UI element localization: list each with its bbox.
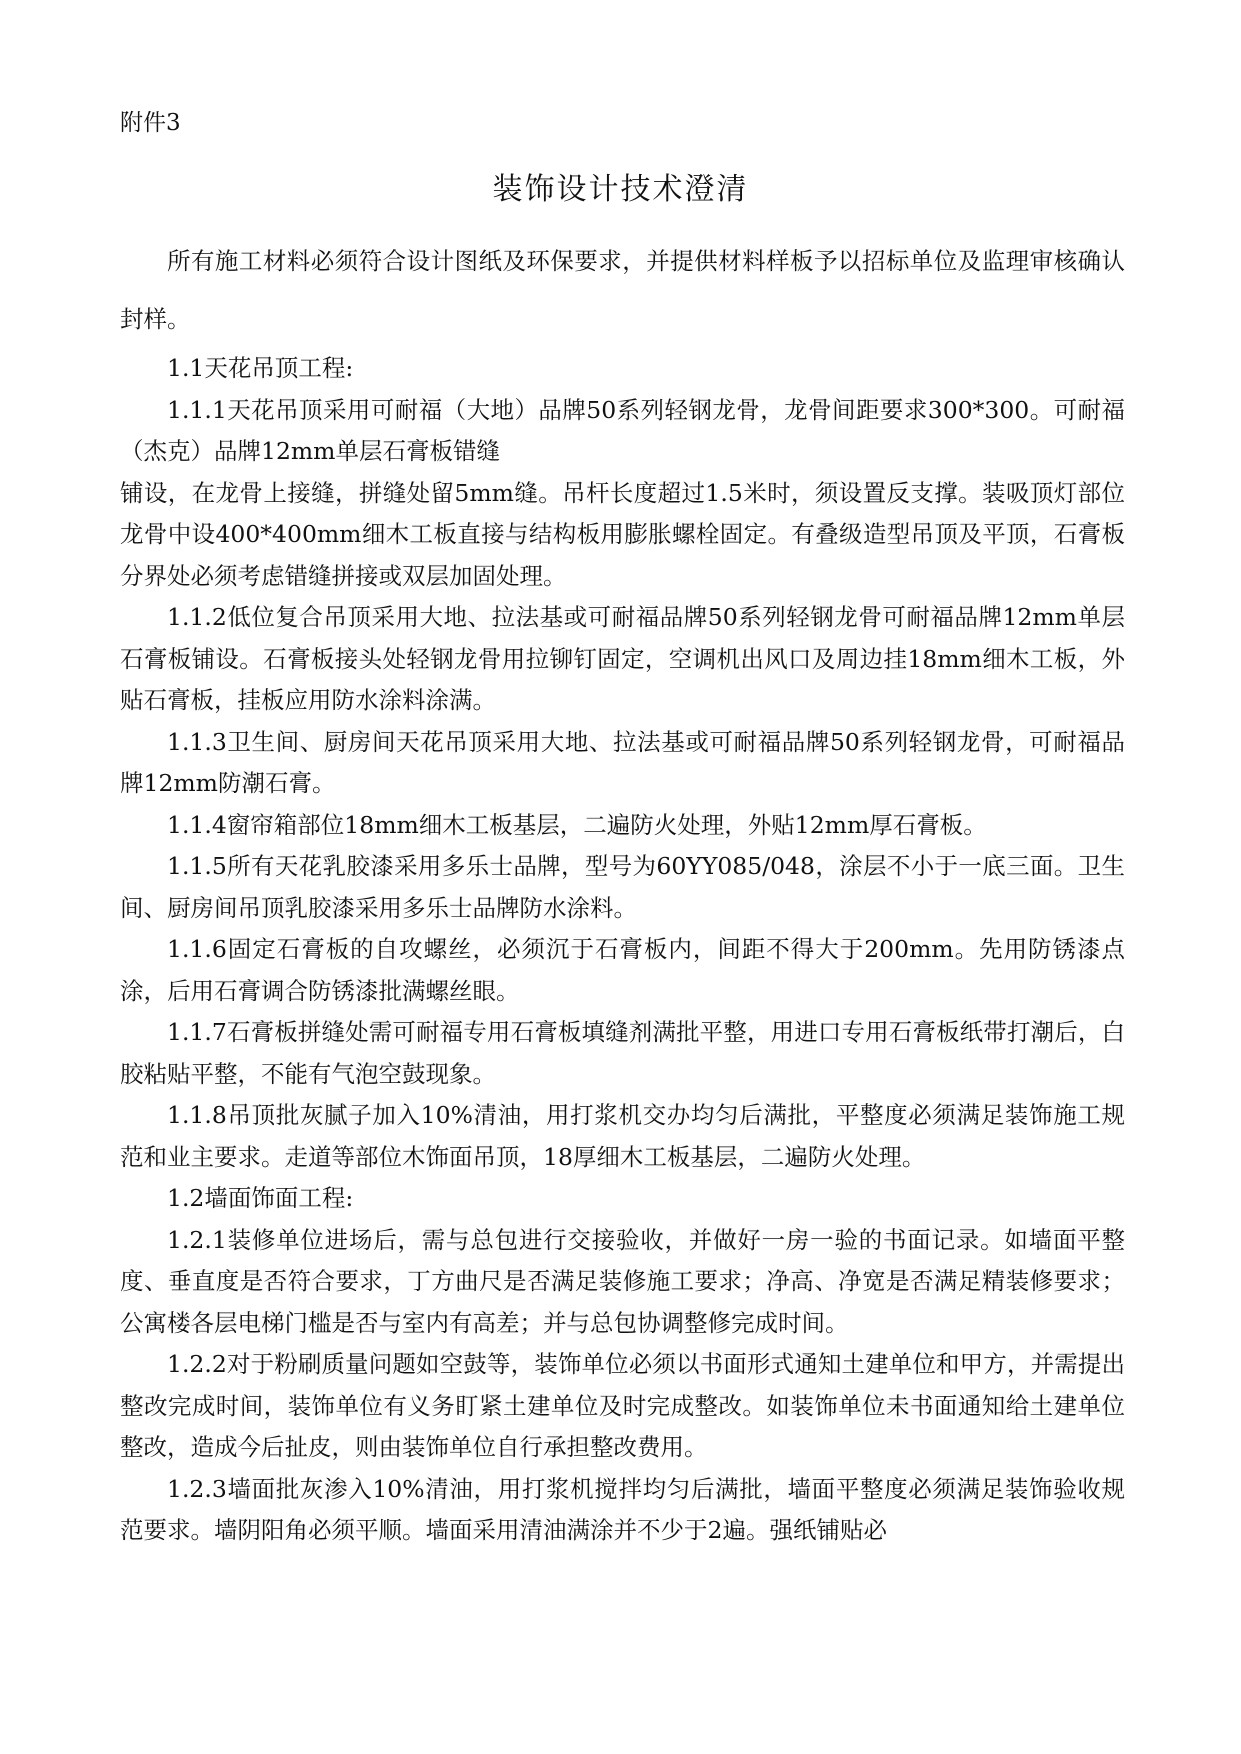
paragraph-1-1-8: 1.1.8吊顶批灰腻子加入10%清油，用打浆机交办均匀后满批，平整度必须满足装饰施工规范和业主要求。走道等部位木饰面吊顶，18厚细木工板基层，二遍防火处理。 (120, 1101, 1125, 1171)
document-body (120, 232, 1125, 1552)
paragraph-1-1-1: 1.1.1天花吊顶采用可耐福（大地）品牌50系列轻钢龙骨，龙骨间距要求300*300。可耐福（杰克）品牌12mm单层石膏板错缝 (120, 395, 1125, 465)
document-title: 装饰设计技术澄清 (492, 172, 749, 207)
paragraph-1-2-2: 1.2.2对于粉刷质量问题如空鼓等，装饰单位必须以书面形式通知土建单位和甲方，并需提出整改完成时间，装饰单位有义务盯紧土建单位及时完成整改。如装饰单位未书面通知给土建单位整改，造成今后扯皮，则由装饰单位自行承担整改费用。 (120, 1350, 1125, 1461)
section-heading-1-1: 1.1天花吊顶工程: (167, 354, 354, 382)
paragraph-1-1-7: 1.1.7石膏板拼缝处需可耐福专用石膏板填缝剂满批平整，用进口专用石膏板纸带打潮后，白胶粘贴平整，不能有气泡空鼓现象。 (120, 1018, 1125, 1088)
paragraph-1-1-4: 1.1.4窗帘箱部位18mm细木工板基层，二遍防火处理，外贴12mm厚石膏板。 (167, 810, 987, 839)
attachment-label: 附件3 (120, 110, 181, 136)
paragraph-1-1-5: 1.1.5所有天花乳胶漆采用多乐士品牌，型号为60YY085/048，涂层不小于一底三面。卫生间、厨房间吊顶乳胶漆采用多乐士品牌防水涂料。 (120, 852, 1125, 922)
paragraph-1-1-1-continued: 铺设，在龙骨上接缝，拼缝处留5mm缝。吊杆长度超过1.5米时，须设置反支撑。装吸顶灯部位龙骨中设400*400mm细木工板直接与结构板用膨胀螺栓固定。有叠级造型吊顶及平顶，石膏板分界处必须考虑错缝拼接或双层加固处理。 (120, 478, 1125, 590)
paragraph-1-2-3: 1.2.3墙面批灰渗入10%清油，用打浆机搅拌均匀后满批，墙面平整度必须满足装饰验收规范要求。墙阴阳角必须平顺。墙面采用清油满涂并不少于2遍。强纸铺贴必 (120, 1474, 1125, 1544)
paragraph-1-1-2: 1.1.2低位复合吊顶采用大地、拉法基或可耐福品牌50系列轻钢龙骨可耐福品牌12mm单层石膏板铺设。石膏板接头处轻钢龙骨用拉铆钉固定，空调机出风口及周边挂18mm细木工板，外贴石膏板，挂板应用防水涂料涂满。 (120, 603, 1125, 714)
paragraph-intro: 所有施工材料必须符合设计图纸及环保要求，并提供材料样板予以招标单位及监理审核确认封样。 (120, 247, 1125, 333)
paragraph-1-2-1: 1.2.1装修单位进场后，需与总包进行交接验收，并做好一房一验的书面记录。如墙面平整度、垂直度是否符合要求，丁方曲尺是否满足装修施工要求；净高、净宽是否满足精装修要求；公寓楼各层电梯门槛是否与室内有高差；并与总包协调整修完成时间。 (120, 1225, 1125, 1337)
paragraph-1-1-3: 1.1.3卫生间、厨房间天花吊顶采用大地、拉法基或可耐福品牌50系列轻钢龙骨，可耐福品牌12mm防潮石膏。 (120, 727, 1125, 797)
section-heading-1-2: 1.2墙面饰面工程: (167, 1184, 354, 1212)
paragraph-1-1-6: 1.1.6固定石膏板的自攻螺丝，必须沉于石膏板内，间距不得大于200mm。先用防锈漆点涂，后用石膏调合防锈漆批满螺丝眼。 (120, 935, 1125, 1005)
